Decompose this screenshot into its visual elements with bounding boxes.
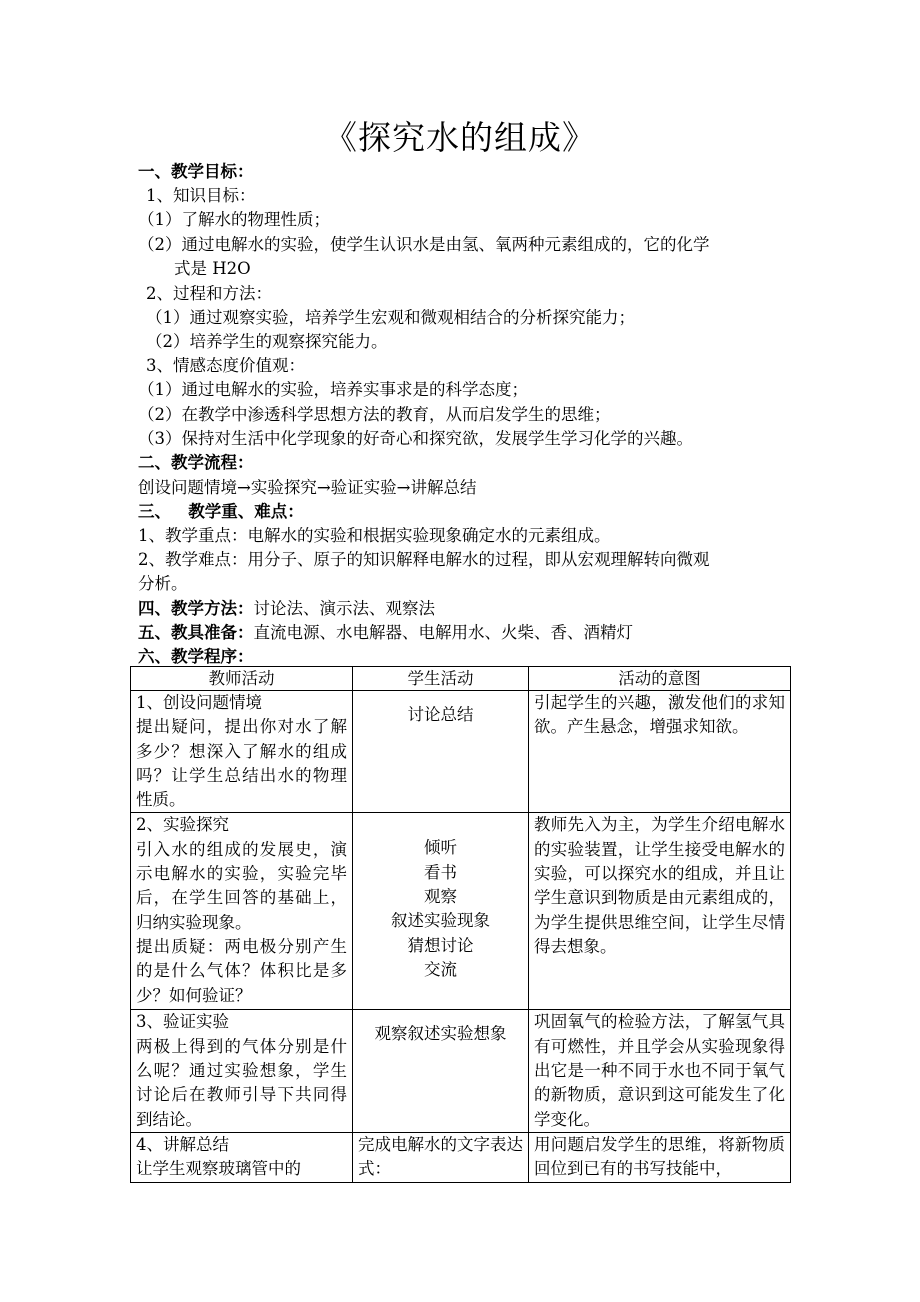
table-row [131,813,791,1010]
knowledge-goal-1: （1）了解水的物理性质； [138,210,330,229]
student-activity-item: 叙述实验现象 [391,911,490,931]
student-activity-cell [353,1010,529,1132]
student-activity-cell [353,813,529,1010]
student-activity-item: 观察 [424,887,457,907]
attitude-3: （3）保持对生活中化学现象的好奇心和探究欲，发展学生学习化学的兴趣。 [138,429,693,448]
intent-cell: 用问题启发学生的思维，将新物质回位到已有的书写技能中， [529,1132,791,1182]
attitude-2: （2）在教学中渗透科学思想方法的教育，从而启发学生的思维； [138,405,611,424]
teaching-flow-text: 创设问题情境→实验探究→验证实验→讲解总结 [138,478,477,497]
student-activity-item: 交流 [424,959,457,979]
student-activity-item: 倾听 [424,838,457,858]
student-activity-item: 观察叙述实验想象 [374,1024,507,1044]
table-row [131,1132,791,1182]
process-method-1: （1）通过观察实验，培养学生宏观和微观相结合的分析探究能力； [146,308,635,327]
procedure-table [130,666,791,1183]
header-student-activity: 学生活动 [353,667,529,691]
student-activity-cell [353,691,529,813]
header-activity-intent: 活动的意图 [529,667,791,691]
teaching-methods-line [138,597,435,621]
header-teacher-activity: 教师活动 [131,667,353,691]
knowledge-goal-2-line2: 式是 H2O [174,259,251,278]
page-title: 《探究水的组成》 [324,118,596,157]
student-activity-cell: 完成电解水的文字表达式： [353,1132,529,1182]
teaching-methods-text: 讨论法、演示法、观察法 [253,599,435,618]
process-method-2: （2）培养学生的观察探究能力。 [146,332,388,351]
teacher-activity-cell: 2、实验探究 引入水的组成的发展史，演示电解水的实验，实验完毕后，在学生回答的基础上，归纳实验现象。 提出质疑：两电极分别产生的是什么气体？体积比是多少？如何验证？ [131,813,353,1010]
heading-teaching-methods: 四、教学方法： [138,599,254,618]
teaching-aids-line [138,621,633,645]
heading-teaching-procedure: 六、教学程序： [138,647,254,666]
intent-cell: 教师先入为主，为学生介绍电解水的实验装置，让学生接受电解水的实验，可以探究水的组成，并且让学生意识到物质是由元素组成的，为学生提供思维空间，让学生尽情得去想象。 [529,813,791,1010]
difficult-point-line1: 2、教学难点：用分子、原子的知识解释电解水的过程，即从宏观理解转向微观 [138,550,710,569]
heading-key-points: 三、 教学重、难点： [138,502,304,521]
heading-teaching-flow: 二、教学流程： [138,453,254,472]
table-row [131,691,791,813]
teacher-activity-cell: 1、创设问题情境 提出疑问，提出你对水了解多少？想深入了解水的组成吗？让学生总结出水的物理性质。 [131,691,353,813]
teacher-activity-cell: 3、验证实验 两极上得到的气体分别是什么呢？通过实验想象，学生讨论后在教师引导下共同得到结论。 [131,1010,353,1132]
heading-teaching-goals: 一、教学目标： [138,162,254,181]
knowledge-goal-2-line1: （2）通过电解水的实验，使学生认识水是由氢、氧两种元素组成的，它的化学 [138,235,710,254]
attitude-1: （1）通过电解水的实验，培养实事求是的科学态度； [138,380,528,399]
knowledge-goal-label: 1、知识目标： [146,186,256,205]
key-point-text: 1、教学重点：电解水的实验和根据实验现象确定水的元素组成。 [138,526,611,545]
teacher-activity-cell: 4、讲解总结 让学生观察玻璃管中的 [131,1132,353,1182]
student-activity-item: 讨论总结 [407,705,474,724]
difficult-point-line2: 分析。 [138,574,188,593]
teaching-aids-text: 直流电源、水电解器、电解用水、火柴、香、酒精灯 [253,623,633,642]
student-activity-item: 猜想讨论 [407,935,474,955]
student-activity-item: 看书 [424,862,457,882]
table-header-row [131,667,791,691]
process-method-label: 2、过程和方法： [146,284,272,303]
heading-teaching-aids: 五、教具准备： [138,623,254,642]
attitude-label: 3、情感态度价值观： [146,356,305,375]
intent-cell: 引起学生的兴趣，激发他们的求知欲。产生悬念，增强求知欲。 [529,691,791,813]
intent-cell: 巩固氧气的检验方法，了解氢气具有可燃性，并且学会从实验现象得出它是一种不同于水也不同于氧气的新物质，意识到这可能发生了化学变化。 [529,1010,791,1132]
table-row [131,1010,791,1132]
